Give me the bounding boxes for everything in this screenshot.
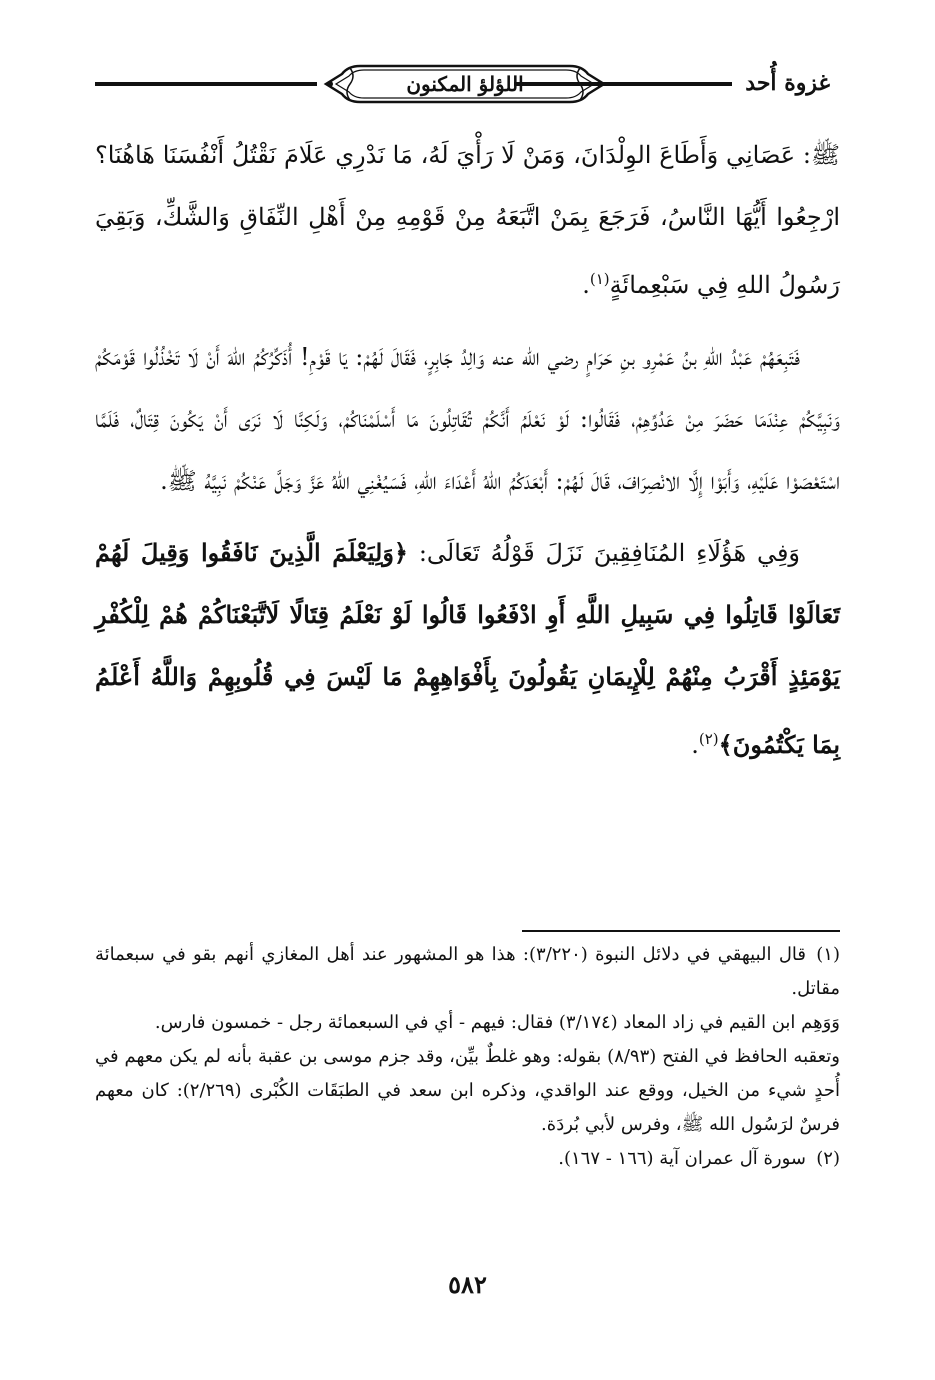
footnote-ref-2: (٢) — [698, 730, 719, 748]
book-title-cartouche — [320, 62, 610, 106]
footnote-divider — [522, 930, 840, 932]
footnote-1 — [95, 938, 840, 1006]
footnote-text: قال البيهقي في دلائل النبوة (٣/٢٢٠): هذا هو المشهور عند أهل المغازي أنهم بقو في سبعمائة مقاتل. — [95, 944, 840, 999]
section-title: غزوة أُحد — [745, 70, 830, 96]
footnote-number: (١) — [816, 944, 840, 965]
paragraph-1-text: ﷺ: عَصَانِي وَأَطَاعَ الوِلْدَانَ، وَمَنْ لَا رَأْيَ لَهُ، مَا نَدْرِي عَلَامَ نَقْتُلُ أَنْفُسَنَا هَاهُنَا؟ ارْجِعُوا أَيُّهَا النَّاسُ، فَرَجَعَ بِمَنْ اتَّبَعَهُ مِنْ قَوْمِهِ مِنْ أَهْلِ النِّفَاقِ وَالشَّكِّ، وَبَقِيَ رَسُولُ اللهِ فِي سَبْعِمائَةٍ — [95, 141, 840, 299]
book-title: اللؤلؤ المكنون — [406, 72, 524, 96]
main-text — [95, 124, 840, 776]
footnotes — [95, 938, 840, 1176]
footnote-text: وَوَهِم ابن القيم في زاد المعاد (٣/١٧٤) فقال: فيهم - أي في السبعمائة رجل - خمسون فارس. — [154, 1012, 840, 1033]
header-rule-left — [95, 82, 317, 86]
paragraph-3-text: وَفِي هَؤُلَاءِ المُنَافِقِينَ نَزَلَ قَوْلُهُ تَعَالَى: — [418, 539, 801, 567]
footnote-ref-1: (١) — [589, 270, 610, 288]
page-number: ٥٨٢ — [448, 1270, 487, 1299]
footnote-1-continuation-b — [95, 1040, 840, 1142]
paragraph-3: وَفِي هَؤُلَاءِ المُنَافِقِينَ نَزَلَ قَوْلُهُ تَعَالَى: ﴿وَلِيَعْلَمَ الَّذِينَ نَافَقُوا وَقِيلَ لَهُمْ تَعَالَوْا قَاتِلُوا فِي سَبِيلِ اللَّهِ أَوِ ادْفَعُوا قَالُوا لَوْ نَعْلَمُ قِتَالًا لَاتَّبَعْنَاكُمْ هُمْ لِلْكُفْرِ يَوْمَئِذٍ أَقْرَبُ مِنْهُمْ لِلْإِيمَانِ يَقُولُونَ بِأَفْوَاهِهِمْ مَا لَيْسَ فِي قُلُوبِهِمْ وَاللَّهُ أَعْلَمُ بِمَا يَكْتُمُونَ﴾$^{(٢)}$. — [95, 538, 841, 759]
paragraph-1: ﷺ: عَصَانِي وَأَطَاعَ الوِلْدَانَ، وَمَنْ لَا رَأْيَ لَهُ، مَا نَدْرِي عَلَامَ نَقْتُلُ أَنْفُسَنَا هَاهُنَا؟ ارْجِعُوا أَيُّهَا النَّاسُ، فَرَجَعَ بِمَنْ اتَّبَعَهُ مِنْ قَوْمِهِ مِنْ أَهْلِ النِّفَاقِ وَالشَّكِّ، وَبَقِيَ رَسُولُ اللهِ فِي سَبْعِمائَةٍ$^{(١)}$. — [95, 141, 840, 299]
paragraph-2: فَتَبِعَهُمْ عَبْدُ اللهِ بنُ عَمْرِو بنِ حَرَامٍ رضي الله عنه وَالِدُ جَابِرٍ، فَقَالَ لَهُمْ: يَا قَوْمِ! أُذَكِّرُكُمُ اللهَ أَنْ لَا تَخْذُلُوا قَوْمَكُمْ وَنَبِيَّكُمْ عِنْدَمَا حَضَرَ مِنْ عَدُوِّهِمْ، فَقَالُوا: لَوْ نَعْلَمُ أَنَّكُمْ تُقَاتِلُونَ مَا أَسْلَمْنَاكُمْ، وَلَكِنَّا لَا نَرَى أَنْ يَكُونَ قِتَالٌ، فَلَمَّا اسْتَعْصَوْا عَلَيْهِ، وَأَبَوْا إِلَّا الانْصِرَافَ، قَالَ لَهُمْ: أَبْعَدَكُمُ اللهُ أَعْدَاءَ اللهِ، فَسَيُغْنِي اللهُ عَزَّ وَجَلَّ عَنْكُمْ نَبِيَّهُ ﷺ. — [95, 343, 840, 495]
footnote-2 — [95, 1142, 840, 1176]
footnote-1-continuation-a — [95, 1006, 840, 1040]
footnote-number: (٢) — [816, 1148, 840, 1169]
quran-verse: ﴿وَلِيَعْلَمَ الَّذِينَ نَافَقُوا وَقِيلَ لَهُمْ تَعَالَوْا قَاتِلُوا فِي سَبِيلِ اللَّهِ أَوِ ادْفَعُوا قَالُوا لَوْ نَعْلَمُ قِتَالًا لَاتَّبَعْنَاكُمْ هُمْ لِلْكُفْرِ يَوْمَئِذٍ أَقْرَبُ مِنْهُمْ لِلْإِيمَانِ يَقُولُونَ بِأَفْوَاهِهِمْ مَا لَيْسَ فِي قُلُوبِهِمْ وَاللَّهُ أَعْلَمُ بِمَا يَكْتُمُونَ﴾ — [95, 538, 841, 759]
page-header — [95, 60, 840, 120]
footnote-text: سورة آل عمران آية (١٦٦ - ١٦٧). — [558, 1148, 806, 1169]
footnote-text: وتعقبه الحافظ في الفتح (٨/٩٣) بقوله: وهو غلطٌ بيِّن، وقد جزم موسى بن عقبة بأنه لم يكن معهم في أُحدٍ شيء من الخيل، ووقع عند الواقدي، وذكره ابن سعد في الطبَقَات الكُبْرى (٢/٢٦٩): كان معهم فرسٌ لرَسُول الله ﷺ، وفرس لأبي بُردَة. — [95, 1046, 841, 1135]
